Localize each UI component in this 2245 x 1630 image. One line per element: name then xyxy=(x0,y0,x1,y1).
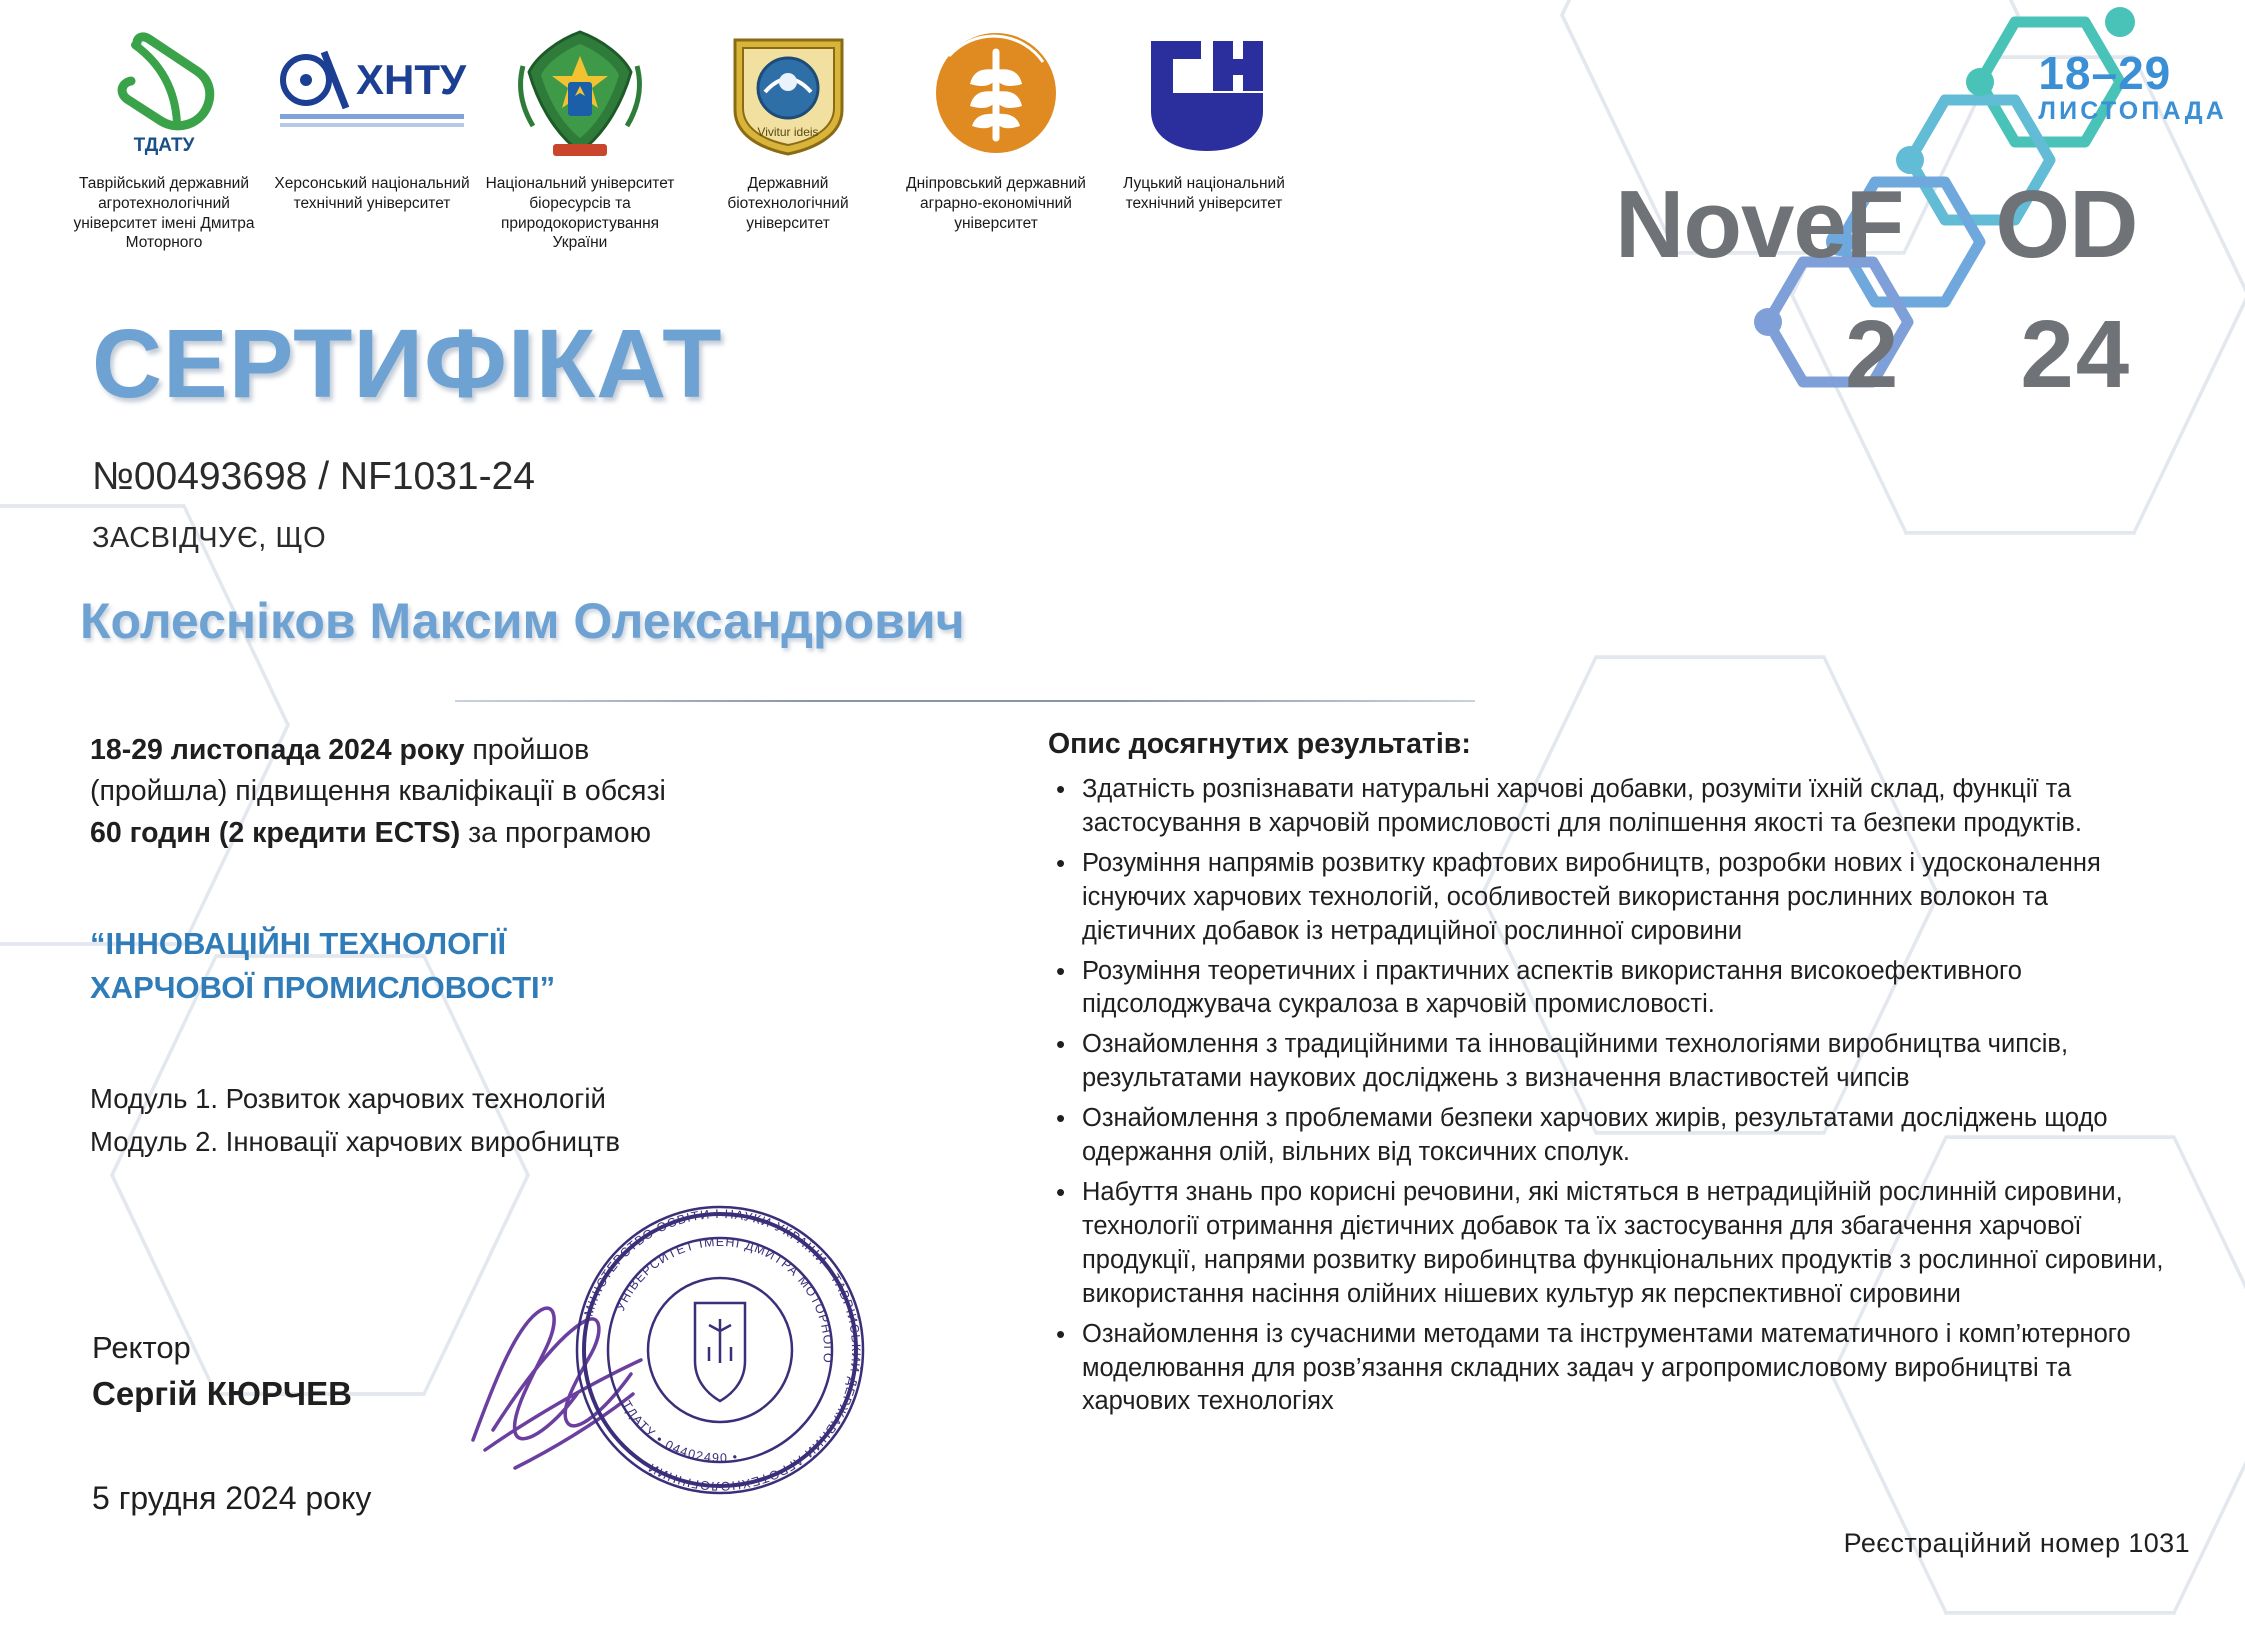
issue-date: 5 грудня 2024 року xyxy=(92,1480,372,1516)
recipient-name: Колесніков Максим Олександрович xyxy=(80,593,965,649)
logo-caption: Державний біотехнологічний університет xyxy=(727,175,849,232)
list-item: • Ознайомлення з традиційними та інноваційними технологіями виробництва чипсів, результатами наукових досліджень з визначення властивостей чипсів xyxy=(1082,1028,2168,1096)
course-period-line xyxy=(90,730,780,771)
logo-dbtu xyxy=(684,18,892,233)
logo-tdatu xyxy=(60,18,268,253)
rector-name: Сергій КЮРЧЕВ xyxy=(92,1375,352,1412)
novefood-year-left: 2 xyxy=(1845,301,1901,408)
partner-logos xyxy=(60,18,1520,303)
dsau-icon xyxy=(929,18,1064,168)
program-title xyxy=(90,922,780,1010)
nubip-icon xyxy=(513,18,648,168)
svg-text:ТДАТУ: ТДАТУ xyxy=(133,134,194,156)
novefood-year-right: 24 xyxy=(2020,301,2132,408)
logo-caption: Луцький національний технічний університет xyxy=(1123,175,1285,212)
novefood-logo xyxy=(1545,0,2245,430)
logo-caption: Дніпровський державний аграрно-економічний університет xyxy=(906,175,1086,232)
list-item: • Здатність розпізнавати натуральні харчові добавки, розуміти їхній склад, функції та застосування в харчовій промисловості для поліпшення якості та безпеки продуктів. xyxy=(1082,773,2168,841)
novefood-dates xyxy=(2038,47,2227,127)
module-item: Модуль 2. Інновації харчових виробництв xyxy=(90,1125,620,1157)
program-title-line2: ХАРЧОВОЇ ПРОМИСЛОВОСТІ” xyxy=(90,969,556,1005)
novefood-dates-day: 18–29 xyxy=(2038,47,2172,99)
certificate-number: №00493698 / NF1031-24 xyxy=(92,455,535,498)
course-period: 18-29 листопада 2024 року xyxy=(90,734,465,766)
logo-khntu xyxy=(268,18,476,214)
logo-caption: Херсонський національний технічний університет xyxy=(274,175,470,212)
course-period-rest: пройшов xyxy=(464,734,590,766)
list-item: • Набуття знань про корисні речовини, які містяться в нетрадиційній рослинній сировини, технології отримання дієтичних добавок та їх застосування для збагачення харчової продукції, напрями розвитку виробинцтва функціональних продуктів з рослинної сировини, використання насіння олійних нішевих культур як перспективної сировини xyxy=(1082,1176,2168,1312)
results-section xyxy=(1048,728,2168,1425)
logo-dsau xyxy=(892,18,1100,233)
rector-label: Ректор xyxy=(92,1330,191,1365)
registration-number: Реєстраційний номер 1031 xyxy=(1843,1528,2190,1558)
list-item: • Розуміння напрямів розвитку крафтових виробництв, розробки нових і удосконалення існуючих харчових технологій, особливостей використання рослинних волокон та дієтичних добавок із нетрадиційної рослинної сировини xyxy=(1082,847,2168,949)
course-hours: 60 годин (2 кредити ECTS) xyxy=(90,816,461,849)
course-hours-line xyxy=(90,813,780,854)
results-list xyxy=(1048,773,2168,1419)
official-stamp xyxy=(555,1185,885,1515)
svg-text:Vivitur ideis: Vivitur ideis xyxy=(756,124,819,139)
module-list xyxy=(90,1078,780,1163)
course-hours-rest: за програмою xyxy=(460,816,651,849)
divider xyxy=(455,700,1475,702)
svg-text:ХНТУ: ХНТУ xyxy=(356,56,467,103)
course-details xyxy=(90,730,780,1163)
page-title: СЕРТИФІКАТ xyxy=(92,309,723,418)
khntu-icon xyxy=(272,18,472,168)
novefood-wordmark-tail: OD xyxy=(1995,171,2138,278)
program-title-line1: “ІННОВАЦІЙНІ ТЕХНОЛОГІЇ xyxy=(90,925,507,961)
list-item: • Ознайомлення з проблемами безпеки харчових жирів, результатами досліджень щодо одержання олій, вільних від токсичних сполук. xyxy=(1082,1102,2168,1170)
certifies-label: ЗАСВІДЧУЄ, ЩО xyxy=(92,522,327,554)
module-item: Модуль 1. Розвиток харчових технологій xyxy=(90,1082,606,1114)
tdatu-icon xyxy=(97,18,232,168)
novefood-wordmark-head: NoveF xyxy=(1615,171,1904,278)
svg-text:ТДАТУ • 04402490 •: ТДАТУ • 04402490 • xyxy=(619,1398,740,1466)
logo-nubip xyxy=(476,18,684,253)
novefood-dates-month: ЛИСТОПАДА xyxy=(2038,97,2227,125)
novefood-wordmark xyxy=(1615,170,2137,280)
lntu-icon xyxy=(1139,18,1269,168)
list-item: • Ознайомлення із сучасними методами та інструментами математичного і комп’ютерного моделювання для розв’язання складних задач у агропромисловому виробництві та харчових технологіях xyxy=(1082,1318,2168,1420)
list-item: • Розуміння теоретичних і практичних аспектів використання високоефективного підсолоджувача сукралоза в харчовій промисловості. xyxy=(1082,955,2168,1023)
results-heading: Опис досягнутих результатів: xyxy=(1048,728,1471,760)
logo-caption: Національний університет біоресурсів та природокористування України xyxy=(485,175,675,252)
svg-text:МІНІСТЕРСТВО ОСВІТИ І НАУКИ УК: МІНІСТЕРСТВО ОСВІТИ І НАУКИ УКРАЇНИ • ТАВРІЙСЬКИЙ ДЕРЖАВНИЙ АГРОТЕХНОЛОГІЧНИЙ xyxy=(581,1206,864,1494)
svg-text:УНІВЕРСИТЕТ ІМЕНІ ДМИТРА МОТОР: УНІВЕРСИТЕТ ІМЕНІ ДМИТРА МОТОРНОГО xyxy=(613,1234,836,1365)
logo-lntu xyxy=(1100,18,1308,214)
dbtu-icon xyxy=(721,18,856,168)
novefood-year xyxy=(1845,300,2131,410)
logo-caption: Таврійський державний агротехнологічний університет імені Дмитра Моторного xyxy=(73,175,255,252)
course-line-2: (пройшла) підвищення кваліфікації в обсязі xyxy=(90,775,666,808)
